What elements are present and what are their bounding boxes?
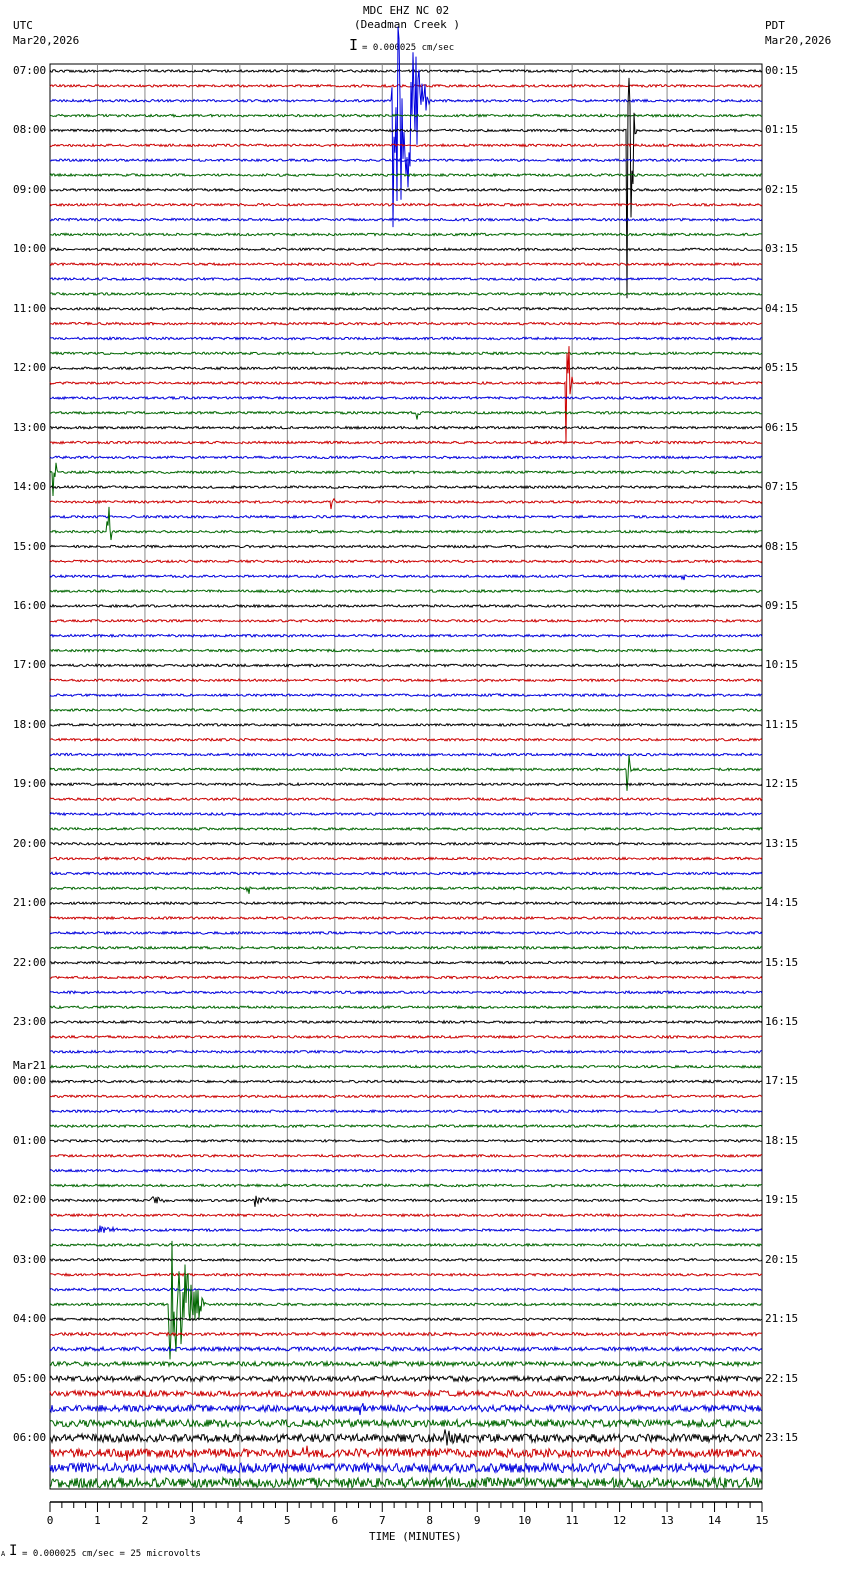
x-tick-label: 0 <box>46 1514 54 1527</box>
trace-line <box>50 1125 762 1127</box>
trace-line <box>50 352 762 354</box>
utc-hour-label: 03:00 <box>13 1252 47 1266</box>
trace-line <box>50 70 762 72</box>
trace-line <box>50 1463 762 1472</box>
trace-line <box>50 144 762 146</box>
trace-line <box>50 1259 762 1261</box>
trace-line <box>50 1288 762 1290</box>
local-hour-label: 08:15 <box>765 539 799 553</box>
x-tick-label: 1 <box>94 1514 101 1527</box>
scale-text: = 0.000025 cm/sec <box>362 43 455 53</box>
local-hour-label: 22:15 <box>765 1371 799 1385</box>
trace-line <box>50 813 762 815</box>
utc-hour-label: 10:00 <box>13 242 47 256</box>
right-timezone: PDT <box>765 19 785 32</box>
utc-hour-label: 16:00 <box>13 598 47 612</box>
local-hour-label: 04:15 <box>765 301 799 315</box>
trace-line <box>50 456 762 458</box>
local-hour-label: 13:15 <box>765 836 799 850</box>
utc-hour-label: 21:00 <box>13 896 47 910</box>
trace-line <box>50 263 762 265</box>
trace-line <box>50 499 762 509</box>
x-tick-label: 14 <box>707 1514 722 1527</box>
trace-line <box>50 649 762 651</box>
trace-line <box>50 114 762 116</box>
trace-line <box>50 1065 762 1067</box>
trace-line <box>50 679 762 681</box>
local-hour-label: 21:15 <box>765 1312 799 1326</box>
local-hour-label: 20:15 <box>765 1252 799 1266</box>
trace-line <box>50 590 762 592</box>
trace-line <box>50 1036 762 1038</box>
utc-hour-label: 04:00 <box>13 1312 47 1326</box>
trace-line <box>50 991 762 993</box>
x-tick-label: 8 <box>426 1514 434 1527</box>
utc-hour-label: 13:00 <box>13 420 47 434</box>
local-hour-label: 16:15 <box>765 1015 799 1029</box>
x-tick-label: 9 <box>473 1514 481 1527</box>
trace-line <box>50 1274 762 1276</box>
trace-line <box>50 346 762 444</box>
trace-line <box>50 397 762 399</box>
trace-line <box>50 635 762 637</box>
utc-hour-label: 11:00 <box>13 301 47 315</box>
trace-line <box>50 507 762 540</box>
utc-hour-label: 20:00 <box>13 836 47 850</box>
trace-line <box>50 486 762 488</box>
x-tick-label: 7 <box>378 1514 386 1527</box>
station-location: (Deadman Creek ) <box>354 18 460 31</box>
trace-line <box>50 1196 762 1207</box>
trace-line <box>50 961 762 963</box>
trace-line <box>50 843 762 845</box>
trace-line <box>50 947 762 949</box>
local-hour-label: 19:15 <box>765 1193 799 1207</box>
utc-hour-label: 02:00 <box>13 1193 47 1207</box>
trace-line <box>50 441 762 443</box>
trace-line <box>50 426 762 428</box>
local-hour-label: 02:15 <box>765 182 799 196</box>
footer-prefix: A <box>1 1550 6 1558</box>
utc-hour-label: 07:00 <box>13 64 47 77</box>
x-tick-label: 10 <box>518 1514 532 1527</box>
trace-line <box>50 1184 762 1186</box>
station-title: MDC EHZ NC 02 <box>363 4 450 17</box>
trace-line <box>50 917 762 919</box>
date-change-label: Mar21 <box>13 1059 47 1073</box>
trace-line <box>50 976 762 978</box>
trace-line <box>50 1226 762 1233</box>
trace-line <box>50 189 762 191</box>
x-tick-label: 15 <box>755 1514 769 1527</box>
trace-line <box>50 1347 762 1351</box>
utc-hour-label: 23:00 <box>13 1015 47 1029</box>
trace-line <box>50 545 762 547</box>
trace-line <box>50 1420 762 1427</box>
trace-line <box>50 1403 762 1415</box>
trace-line <box>50 575 762 580</box>
trace-line <box>50 872 762 874</box>
trace-line <box>50 1169 762 1171</box>
utc-hour-label: 14:00 <box>13 480 47 494</box>
x-tick-label: 5 <box>284 1514 291 1527</box>
trace-line <box>50 620 762 622</box>
x-tick-label: 13 <box>660 1514 674 1527</box>
trace-line <box>50 709 762 711</box>
trace-line <box>50 412 762 420</box>
local-hour-label: 12:15 <box>765 777 799 791</box>
footer-scale-text: = 0.000025 cm/sec = 25 microvolts <box>22 1549 201 1559</box>
local-hour-label: 11:15 <box>765 717 799 731</box>
local-hour-label: 18:15 <box>765 1133 799 1147</box>
trace-line <box>50 85 762 87</box>
trace-line <box>50 560 762 562</box>
trace-line <box>50 828 762 830</box>
trace-line <box>50 783 762 785</box>
trace-line <box>50 1318 762 1320</box>
trace-line <box>50 605 762 607</box>
trace-line <box>50 1478 762 1488</box>
local-hour-label: 06:15 <box>765 420 799 434</box>
trace-line <box>50 1391 762 1397</box>
trace-line <box>50 27 762 228</box>
trace-line <box>50 1080 762 1082</box>
trace-line <box>50 1376 762 1381</box>
trace-line <box>50 1140 762 1142</box>
trace-line <box>50 1006 762 1008</box>
trace-line <box>50 1241 762 1359</box>
utc-hour-label: 18:00 <box>13 717 47 731</box>
trace-line <box>50 932 762 934</box>
trace-line <box>50 1110 762 1112</box>
trace-line <box>50 1214 762 1216</box>
left-timezone: UTC <box>13 19 33 32</box>
trace-line <box>50 463 762 496</box>
local-hour-label: 15:15 <box>765 955 799 969</box>
trace-line <box>50 753 762 755</box>
local-hour-label: 07:15 <box>765 480 799 494</box>
trace-line <box>50 233 762 235</box>
trace-line <box>50 1095 762 1097</box>
local-hour-label: 05:15 <box>765 361 799 375</box>
local-hour-label: 17:15 <box>765 1074 799 1088</box>
local-hour-label: 23:15 <box>765 1431 799 1445</box>
trace-line <box>50 664 762 666</box>
x-tick-label: 2 <box>141 1514 149 1527</box>
local-hour-label: 03:15 <box>765 242 799 256</box>
trace-line <box>50 694 762 696</box>
trace-line <box>50 1155 762 1157</box>
trace-line <box>50 516 762 518</box>
trace-line <box>50 902 762 904</box>
local-hour-label: 09:15 <box>765 598 799 612</box>
trace-line <box>50 204 762 206</box>
trace-line <box>50 857 762 859</box>
trace-line <box>50 724 762 726</box>
x-tick-label: 3 <box>189 1514 196 1527</box>
trace-line <box>50 308 762 310</box>
utc-hour-label: 15:00 <box>13 539 47 553</box>
x-tick-label: 11 <box>565 1514 579 1527</box>
trace-line <box>50 337 762 339</box>
trace-line <box>50 755 762 791</box>
trace-line <box>50 159 762 161</box>
utc-hour-label: 22:00 <box>13 955 47 969</box>
x-tick-label: 6 <box>331 1514 339 1527</box>
trace-line <box>50 367 762 369</box>
trace-line <box>50 278 762 280</box>
trace-line <box>50 1333 762 1336</box>
trace-line <box>50 1244 762 1246</box>
footer-scale-icon: I <box>9 1543 18 1559</box>
local-hour-label: 01:15 <box>765 123 799 137</box>
utc-hour-label: 19:00 <box>13 777 47 791</box>
trace-line <box>50 1362 762 1367</box>
utc-hour-label: 05:00 <box>13 1371 47 1385</box>
right-date: Mar20,2026 <box>765 34 832 47</box>
utc-hour-label: 08:00 <box>13 123 47 137</box>
utc-hour-label: 00:00 <box>13 1074 47 1088</box>
scale-bar-icon: I <box>349 36 359 54</box>
trace-line <box>50 798 762 800</box>
trace-line <box>50 293 762 295</box>
utc-hour-label: 09:00 <box>13 182 47 196</box>
local-hour-label: 14:15 <box>765 896 799 910</box>
x-axis-label: TIME (MINUTES) <box>369 1530 462 1543</box>
trace-line <box>50 174 762 176</box>
trace-line <box>50 1021 762 1023</box>
trace-line <box>50 1430 762 1446</box>
local-hour-label: 10:15 <box>765 658 799 672</box>
utc-hour-label: 01:00 <box>13 1133 47 1147</box>
trace-line <box>50 248 762 250</box>
trace-line <box>50 1051 762 1053</box>
local-hour-label: 00:15 <box>765 64 799 77</box>
x-tick-label: 12 <box>613 1514 627 1527</box>
utc-hour-label: 17:00 <box>13 658 47 672</box>
utc-hour-label: 06:00 <box>13 1431 47 1445</box>
trace-line <box>50 322 762 324</box>
x-tick-label: 4 <box>236 1514 244 1527</box>
trace-line <box>50 739 762 741</box>
trace-line <box>50 218 762 220</box>
trace-line <box>50 887 762 894</box>
utc-hour-label: 12:00 <box>13 361 47 375</box>
trace-line <box>50 1446 762 1461</box>
left-date: Mar20,2026 <box>13 34 80 47</box>
